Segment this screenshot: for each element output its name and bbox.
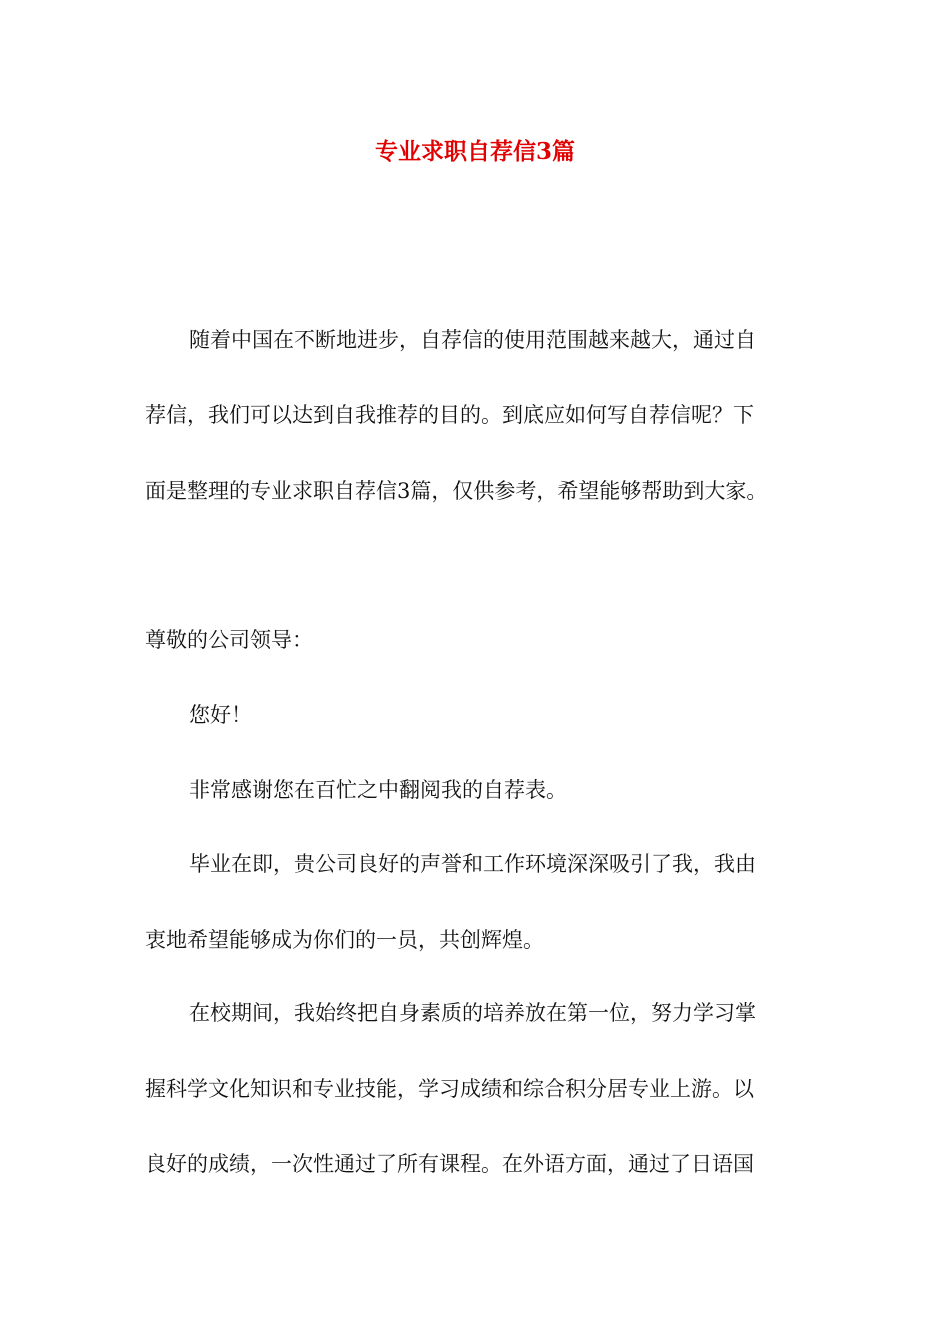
intro-line-2: 荐信，我们可以达到自我推荐的目的。到底应如何写自荐信呢？下	[145, 403, 754, 427]
paragraph-3-line-3: 良好的成绩，一次性通过了所有课程。在外语方面，通过了日语国	[145, 1152, 754, 1176]
paragraph-1-line-1: 非常感谢您在百忙之中翻阅我的自荐表。	[189, 778, 567, 802]
greeting: 您好！	[189, 703, 252, 727]
paragraph-2-line-2: 衷地希望能够成为你们的一员，共创辉煌。	[145, 928, 544, 952]
salutation: 尊敬的公司领导：	[145, 628, 313, 652]
paragraph-2-line-1: 毕业在即，贵公司良好的声誉和工作环境深深吸引了我，我由	[189, 852, 756, 876]
paragraph-3-line-1: 在校期间，我始终把自身素质的培养放在第一位，努力学习掌	[189, 1001, 756, 1025]
intro-line-1: 随着中国在不断地进步，自荐信的使用范围越来越大，通过自	[189, 328, 756, 352]
paragraph-3-line-2: 握科学文化知识和专业技能，学习成绩和综合积分居专业上游。以	[145, 1077, 754, 1101]
intro-line-3: 面是整理的专业求职自荐信3篇，仅供参考，希望能够帮助到大家。	[145, 479, 768, 503]
document-title: 专业求职自荐信3篇	[374, 138, 575, 165]
